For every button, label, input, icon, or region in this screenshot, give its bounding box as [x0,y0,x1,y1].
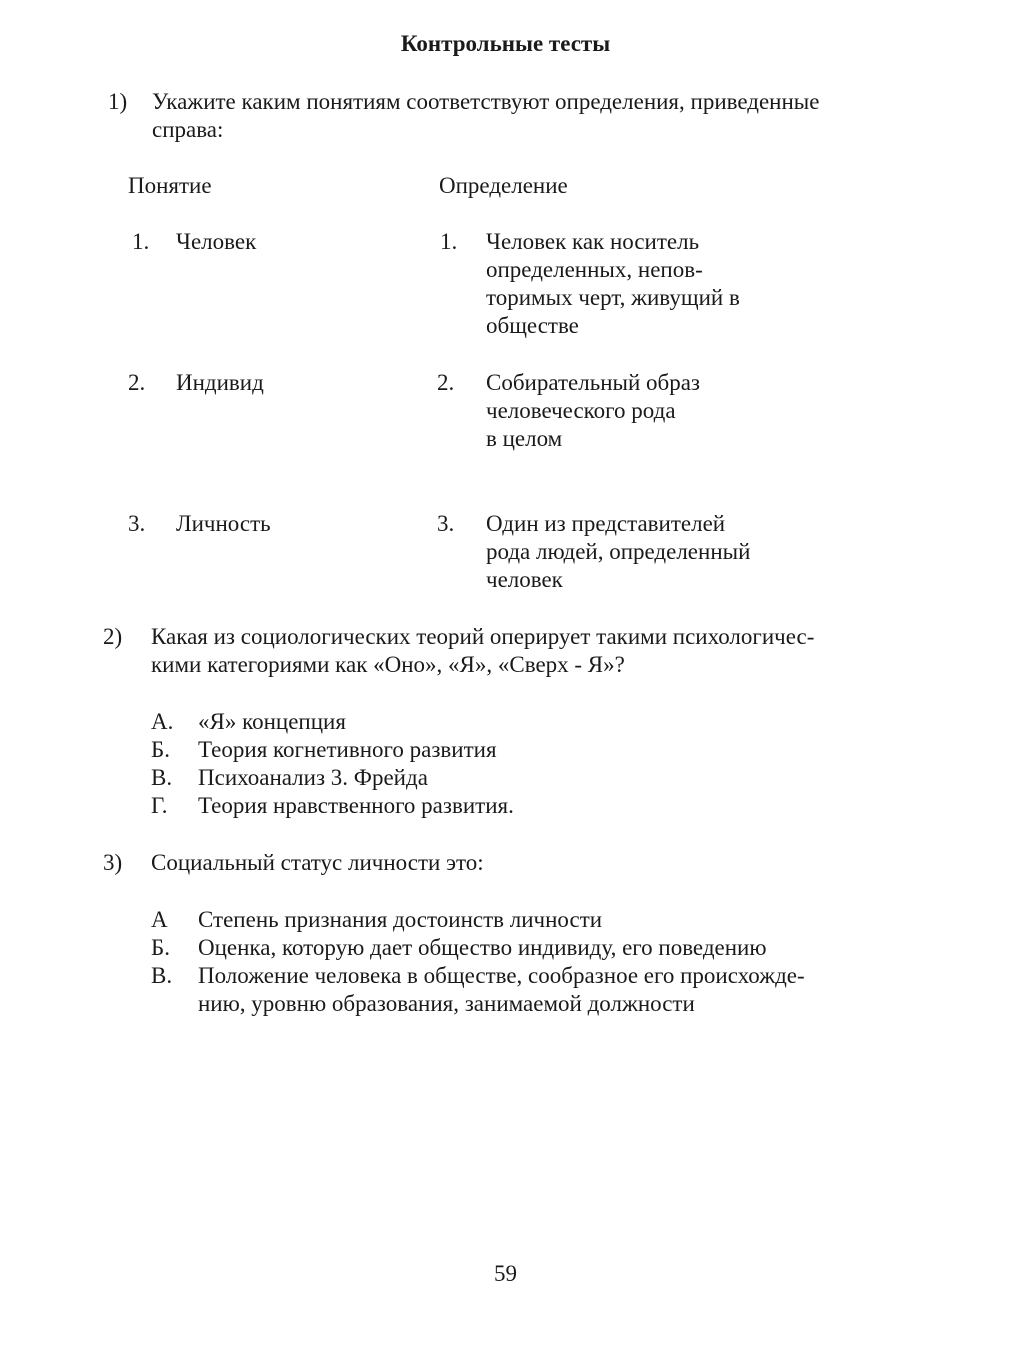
option-text: Теория нравственного развития. [198,793,514,818]
definition-number: 2. [437,370,455,395]
option-text: Положение человека в обществе, сообразное его происхожде- нию, уровню образования, занимаемой должности [198,963,805,1016]
page-number: 59 [494,1261,517,1286]
option-letter: Г. [151,793,168,818]
option-text: Степень признания достоинств личности [198,907,603,932]
concept-number: 3. [128,511,146,536]
definition-text: Один из представителей рода людей, определенный человек [486,511,751,592]
question-3-text: Социальный статус личности это: [151,850,484,875]
concept-number: 2. [128,370,146,395]
concept-text: Индивид [176,370,264,395]
option-text: Теория когнетивного развития [198,737,497,762]
concept-text: Личность [176,511,271,536]
option-letter: Б. [151,935,170,960]
definition-number: 1. [440,229,458,254]
question-3-number: 3) [103,850,123,875]
option-letter: Б. [151,737,170,762]
option-letter: В. [151,765,173,790]
concept-text: Человек [176,229,257,254]
question-1-number: 1) [108,89,128,114]
question-2-text: Какая из социологических теорий оперирует такими психологичес- кими категориями как «Оно», «Я», «Сверх - Я»? [151,624,815,677]
definition-text: Человек как носитель определенных, непов- торимых черт, живущий в обществе [486,229,740,338]
definition-number: 3. [437,511,455,536]
definition-text: Собирательный образ человеческого рода в целом [486,370,701,451]
option-letter: А. [151,709,174,734]
option-letter: А [151,907,168,932]
column-header-concept: Понятие [128,173,212,198]
option-text: Оценка, которую дает общество индивиду, его поведению [198,935,767,960]
option-letter: В. [151,963,173,988]
option-text: «Я» концепция [198,709,346,734]
option-text: Психоанализ 3. Фрейда [198,765,428,790]
question-2-number: 2) [103,624,123,649]
column-header-definition: Определение [439,173,568,198]
concept-number: 1. [132,229,150,254]
question-1-text: Укажите каким понятиям соответствуют определения, приведенные справа: [152,89,820,142]
page-title: Контрольные тесты [400,31,611,56]
